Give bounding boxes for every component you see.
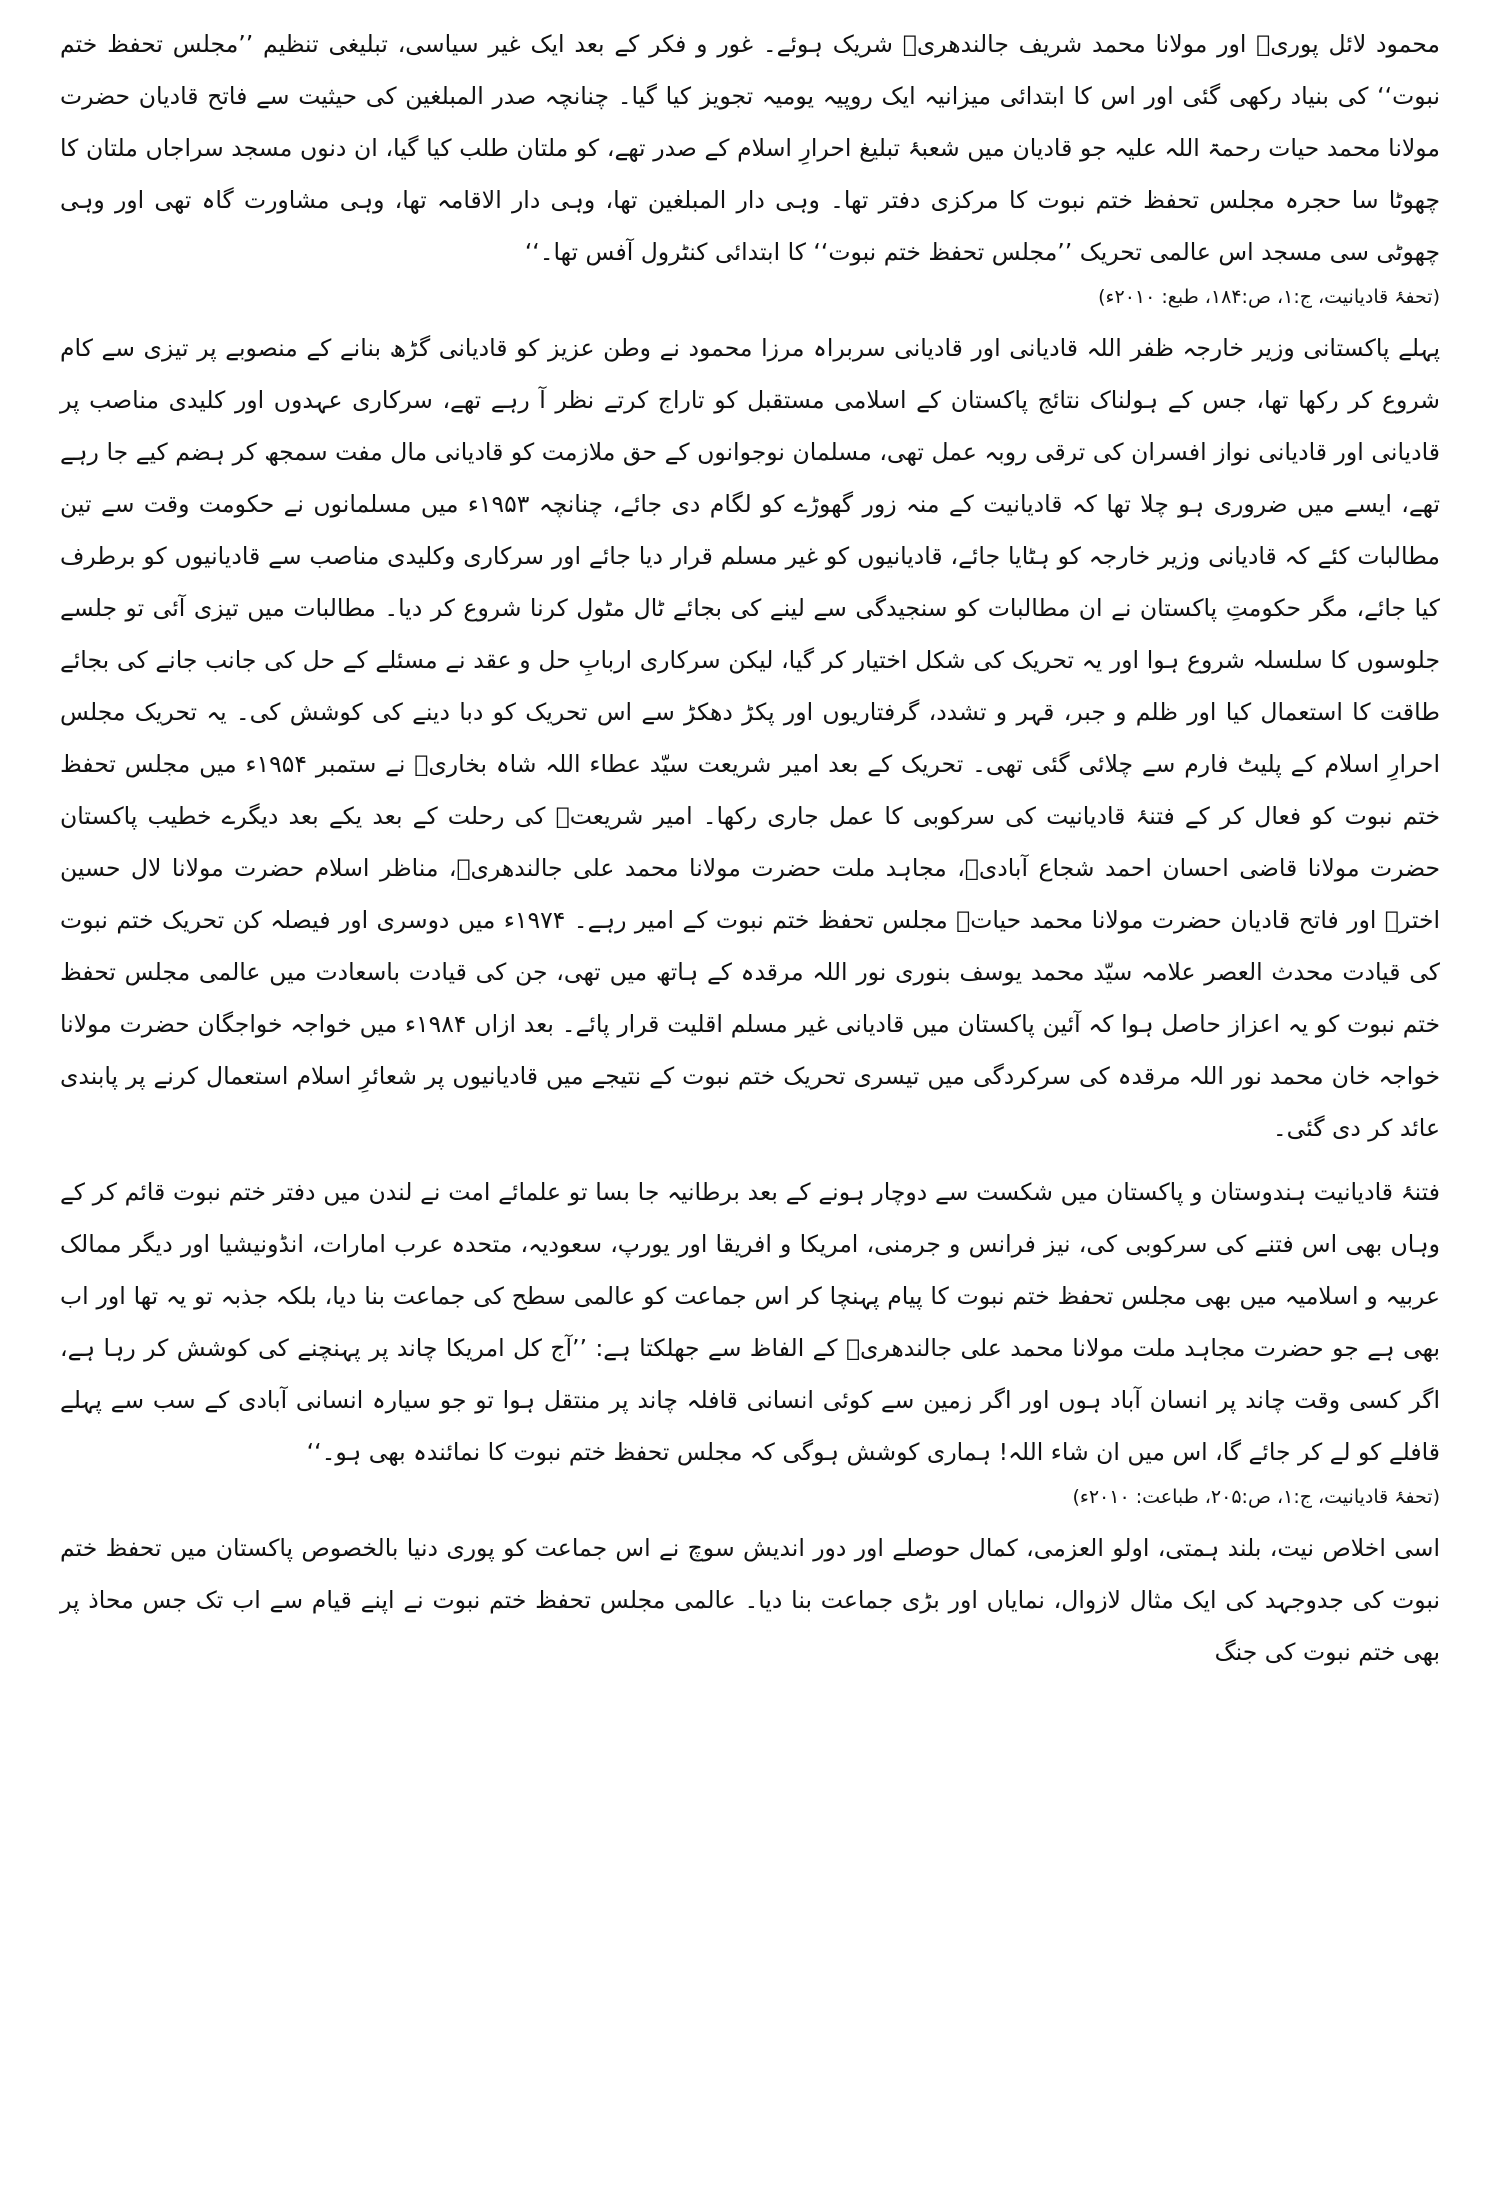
reference-citation-1: (تحفۂ قادیانیت، ج:۱، ص:۱۸۴، طبع: ۲۰۱۰ء) — [1098, 286, 1440, 308]
paragraph-1953-movement: پہلے پاکستانی وزیر خارجہ ظفر اللہ قادیانی اور قادیانی سربراہ مرزا محمود نے وطن عزیز کو قادیانی گڑھ بنانے کے منصوبے پر تیزی سے کام شروع کر رکھا تھا، جس کے ہولناک نتائج پاکستان کے اسلامی مستقبل کو تاراج کرتے نظر آ رہے تھے، سرکاری عہدوں اور کلیدی مناصب پر قادیانی اور قادیانی نواز افسران کی ترقی روبہ عمل تھی، مسلمان نوجوانوں کے حق ملازمت کو قادیانی مال مفت سمجھ کر ہضم کیے جا رہے تھے، ایسے میں ضروری ہو چلا تھا کہ قادیانیت کے منہ زور گھوڑے کو لگام دی جائے، چنانچہ ۱۹۵۳ء میں مسلمانوں نے حکومت وقت سے تین مطالبات کئے کہ قادیانی وزیر خارجہ کو ہٹایا جائے، قادیانیوں کو غیر مسلم قرار دیا جائے اور سرکاری وکلیدی مناصب سے قادیانیوں کو برطرف کیا جائے، مگر حکومتِ پاکستان نے ان مطالبات کو سنجیدگی سے لینے کی بجائے ٹال مٹول کرنا شروع کر دیا۔ مطالبات میں تیزی آئی تو جلسے جلوسوں کا سلسلہ شروع ہوا اور یہ تحریک کی شکل اختیار کر گیا، لیکن سرکاری اربابِ حل و عقد نے مسئلے کے حل کی جانب جانے کی بجائے طاقت کا استعمال کیا اور ظلم و جبر، قہر و تشدد، گرفتاریوں اور پکڑ دھکڑ سے اس تحریک کو دبا دینے کی کوشش کی۔ یہ تحریک مجلس احرارِ اسلام کے پلیٹ فارم سے چلائی گئی تھی۔ تحریک کے بعد امیر شریعت سیّد عطاء اللہ شاہ بخاریؒ نے ستمبر ۱۹۵۴ء میں مجلس تحفظ ختم نبوت کو فعال کر کے فتنۂ قادیانیت کی سرکوبی کا عمل جاری رکھا۔ امیر شریعتؒ کی رحلت کے بعد یکے بعد دیگرے خطیب پاکستان حضرت مولانا قاضی احسان احمد شجاع آبادیؒ، مجاہد ملت حضرت مولانا محمد علی جالندھریؒ، مناظر اسلام حضرت مولانا لال حسین اخترؒ اور فاتح قادیان حضرت مولانا محمد حیاتؒ مجلس تحفظ ختم نبوت کے امیر رہے۔ ۱۹۷۴ء میں دوسری اور فیصلہ کن تحریک ختم نبوت کی قیادت محدث العصر علامہ سیّد محمد یوسف بنوری نور اللہ مرقدہ کے ہاتھ میں تھی، جن کی قیادت باسعادت میں عالمی مجلس تحفظ ختم نبوت کو یہ اعزاز حاصل ہوا کہ آئین پاکستان میں قادیانی غیر مسلم اقلیت قرار پائے۔ بعد ازاں ۱۹۸۴ء میں خواجہ خواجگان حضرت مولانا خواجہ خان محمد نور اللہ مرقدہ کی سرکردگی میں تیسری تحریک ختم نبوت کے نتیجے میں قادیانیوں پر شعائرِ اسلام استعمال کرنے پر پابندی عائد کر دی گئی۔ — [60, 334, 1441, 1142]
paragraph-global-spread: فتنۂ قادیانیت ہندوستان و پاکستان میں شکست سے دوچار ہونے کے بعد برطانیہ جا بسا تو علمائے امت نے لندن میں دفتر ختم نبوت قائم کر کے وہاں بھی اس فتنے کی سرکوبی کی، نیز فرانس و جرمنی، امریکا و افریقا اور یورپ، سعودیہ، متحدہ عرب امارات، انڈونیشیا اور دیگر ممالک عربیہ و اسلامیہ میں بھی مجلس تحفظ ختم نبوت کا پیام پہنچا کر اس جماعت کو عالمی سطح کی جماعت بنا دیا، بلکہ جذبہ تو یہ تھا اور اب بھی ہے جو حضرت مجاہد ملت مولانا محمد علی جالندھریؒ کے الفاظ سے جھلکتا ہے: ’’آج کل امریکا چاند پر پہنچنے کی کوشش کر رہا ہے، اگر کسی وقت چاند پر انسان آباد ہوں اور اگر زمین سے کوئی انسانی قافلہ چاند پر منتقل ہوا تو جو سیارہ انسانی آبادی کے سب سے پہلے قافلے کو لے کر جائے گا، اس میں ان شاء اللہ! ہماری کوشش ہوگی کہ مجلس تحفظ ختم نبوت کا نمائندہ بھی ہو۔‘‘ — [60, 1178, 1440, 1466]
paragraph-majlis-founding: محمود لائل پوریؒ اور مولانا محمد شریف جالندھریؒ شریک ہوئے۔ غور و فکر کے بعد ایک غیر سیاسی، تبلیغی تنظیم ’’مجلس تحفظ ختم نبوت‘‘ کی بنیاد رکھی گئی اور اس کا ابتدائی میزانیہ ایک روپیہ یومیہ تجویز کیا گیا۔ چنانچہ صدر المبلغین کی حیثیت سے فاتح قادیان حضرت مولانا محمد حیات رحمۃ اللہ علیہ جو قادیان میں شعبۂ تبلیغ احرارِ اسلام کے صدر تھے، کو ملتان طلب کیا گیا، ان دنوں مسجد سراجاں ملتان کا چھوٹا سا حجرہ مجلس تحفظ ختم نبوت کا مرکزی دفتر تھا۔ وہی دار المبلغین تھا، وہی دار الاقامہ تھا، وہی مشاورت گاہ تھی اور وہی چھوٹی سی مسجد اس عالمی تحریک ’’مجلس تحفظ ختم نبوت‘‘ کا ابتدائی کنٹرول آفس تھا۔‘‘ — [60, 30, 1440, 266]
reference-citation-2: (تحفۂ قادیانیت، ج:۱، ص:۲۰۵، طباعت: ۲۰۱۰ء) — [1072, 1486, 1440, 1508]
paragraph-gap — [60, 1154, 1440, 1166]
document-page — [60, 18, 1440, 1678]
paragraph-sincerity: اسی اخلاص نیت، بلند ہمتی، اولو العزمی، کمال حوصلے اور دور اندیش سوچ نے اس جماعت کو پوری دنیا بالخصوص پاکستان میں تحفظ ختم نبوت کی جدوجہد کی ایک مثال لازوال، نمایاں اور بڑی جماعت بنا دیا۔ عالمی مجلس تحفظ ختم نبوت نے اپنے قیام سے اب تک جس محاذ پر بھی ختم نبوت کی جنگ — [60, 1534, 1440, 1666]
